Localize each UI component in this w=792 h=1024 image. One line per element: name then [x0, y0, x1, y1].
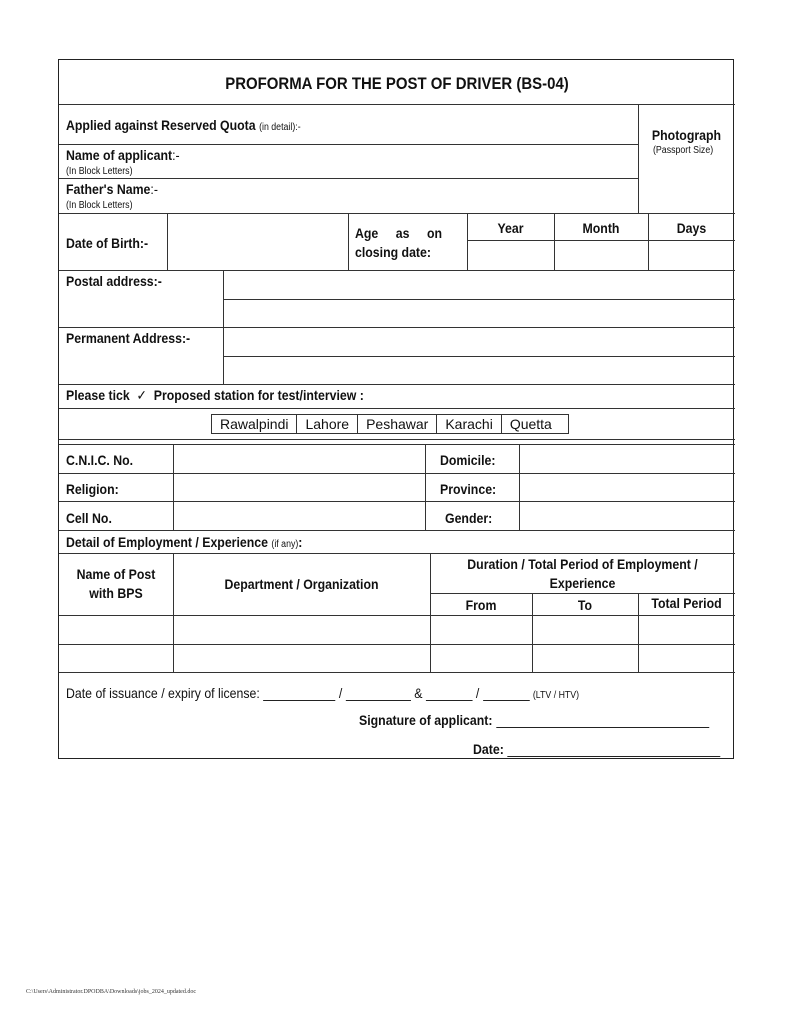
license-issue-day-field[interactable]	[263, 688, 335, 701]
city-option-peshawar[interactable]: Peshawar	[357, 414, 437, 434]
divider	[173, 444, 174, 530]
divider	[59, 104, 735, 105]
divider	[59, 408, 735, 409]
total-period-header: Total Period	[651, 595, 722, 611]
dob-label: Date of Birth:-	[66, 235, 149, 251]
signature-field[interactable]	[496, 715, 709, 728]
divider	[59, 553, 735, 554]
divider	[223, 299, 735, 300]
cnic-label: C.N.I.C. No.	[66, 452, 134, 468]
date-label: Date:	[473, 741, 504, 757]
divider	[173, 553, 174, 672]
divider	[59, 213, 735, 214]
divider	[59, 615, 735, 616]
divider	[59, 672, 735, 673]
proposed-station-label: Proposed station for test/interview :	[153, 387, 364, 403]
cell-label: Cell No.	[66, 510, 112, 526]
duration-header-line2: Experience	[549, 575, 616, 591]
divider	[59, 444, 735, 445]
license-label: Date of issuance / expiry of license:	[66, 685, 260, 701]
date-line	[473, 741, 720, 757]
license-expiry-day-field[interactable]	[426, 688, 473, 701]
religion-label: Religion:	[66, 481, 119, 497]
divider	[59, 327, 735, 328]
domicile-label: Domicile:	[440, 452, 496, 468]
divider	[59, 530, 735, 531]
divider	[430, 593, 735, 594]
post-header-line2: with BPS	[89, 585, 143, 601]
please-tick-label: Please tick	[66, 387, 130, 403]
divider	[532, 593, 533, 672]
signature-label: Signature of applicant:	[359, 712, 493, 728]
divider	[59, 270, 735, 271]
department-header: Department / Organization	[224, 576, 379, 592]
post-header-line1: Name of Post	[76, 566, 156, 582]
station-label	[66, 387, 364, 404]
year-header: Year	[497, 220, 524, 236]
photograph-label: Photograph	[651, 127, 722, 143]
permanent-address-label: Permanent Address:-	[66, 330, 191, 346]
divider	[425, 444, 426, 530]
gender-label: Gender:	[445, 510, 493, 526]
signature-line	[359, 712, 709, 728]
month-header: Month	[582, 220, 620, 236]
age-line2: closing date:	[355, 244, 431, 260]
reserved-quota-note: (in detail):-	[259, 122, 301, 133]
divider	[648, 213, 649, 270]
divider	[59, 644, 735, 645]
license-type-note: (LTV / HTV)	[532, 690, 580, 701]
age-line1: Age as on	[355, 225, 443, 241]
province-label: Province:	[440, 481, 497, 497]
divider	[59, 384, 735, 385]
divider	[348, 213, 349, 270]
employment-note: (if any)	[271, 539, 299, 550]
tick-icon: ✓	[136, 387, 147, 403]
divider	[223, 356, 735, 357]
fathers-block-letters-note: (In Block Letters)	[66, 200, 133, 211]
city-option-rawalpindi[interactable]: Rawalpindi	[211, 414, 297, 434]
fathers-name-label: Father's Name:-	[66, 181, 158, 197]
duration-header-line1: Duration / Total Period of Employment /	[467, 556, 698, 572]
from-header: From	[465, 597, 497, 613]
divider	[59, 501, 735, 502]
city-option-lahore[interactable]: Lahore	[296, 414, 358, 434]
divider	[59, 144, 638, 145]
to-header: To	[577, 597, 593, 613]
divider	[59, 439, 735, 440]
proforma-form	[58, 59, 734, 759]
divider	[167, 213, 168, 270]
divider	[519, 444, 520, 530]
city-options	[212, 414, 569, 434]
divider	[638, 104, 639, 213]
name-of-applicant-label: Name of applicant:-	[66, 147, 180, 163]
photograph-note: (Passport Size)	[653, 145, 714, 156]
license-expiry-date-field[interactable]	[483, 688, 530, 701]
days-header: Days	[676, 220, 707, 236]
employment-label: Detail of Employment / Experience (if any):	[66, 534, 303, 550]
divider	[59, 473, 735, 474]
postal-address-label: Postal address:-	[66, 273, 162, 289]
divider	[59, 178, 638, 179]
divider	[554, 213, 555, 270]
reserved-quota-label: Applied against Reserved Quota (in detail):-	[66, 117, 301, 133]
form-title: PROFORMA FOR THE POST OF DRIVER (BS-04)	[225, 74, 569, 93]
footer-file-path: C:\Users\Administrator.DPODBA\Downloads\jobs_2024_updated.doc	[26, 989, 196, 995]
license-line: Date of issuance / expiry of license: / & / (LTV / HTV)	[66, 685, 580, 701]
divider	[467, 240, 735, 241]
divider	[430, 553, 431, 672]
divider	[467, 213, 468, 270]
license-issue-date-field[interactable]	[346, 688, 411, 701]
divider	[638, 593, 639, 672]
city-option-quetta[interactable]: Quetta	[501, 414, 569, 434]
city-option-karachi[interactable]: Karachi	[436, 414, 501, 434]
date-field[interactable]	[507, 744, 720, 757]
name-block-letters-note: (In Block Letters)	[66, 166, 133, 177]
